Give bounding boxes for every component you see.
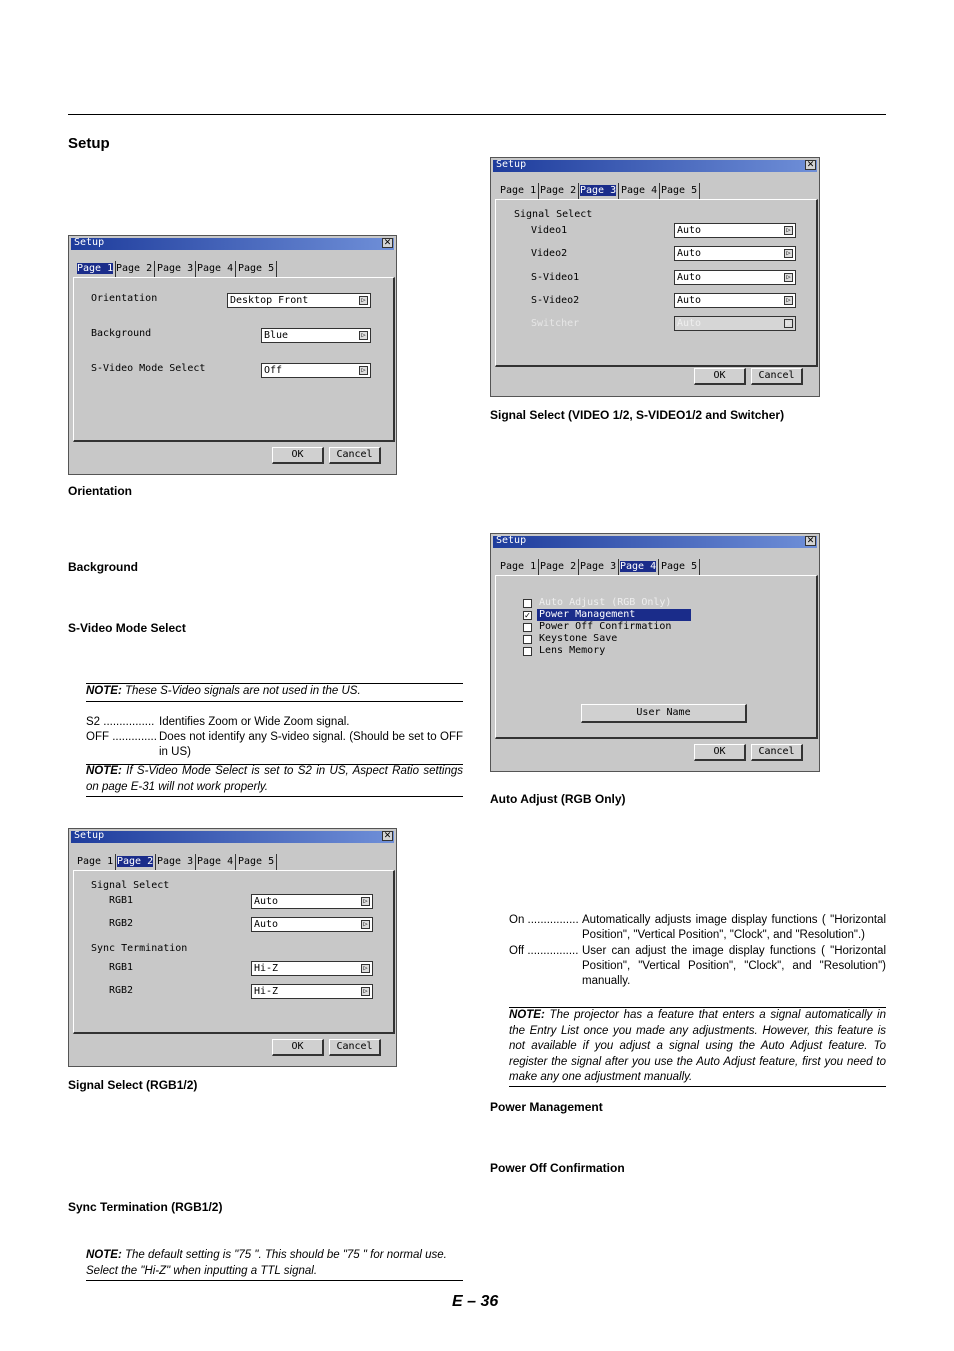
tab-page2[interactable]: Page 2 [114,261,155,277]
dialog-title: Setup [74,237,105,248]
tab-page1[interactable]: Page 1 [75,261,116,277]
caption-orientation: Orientation [68,484,133,498]
lens-memory-label: Lens Memory [539,645,606,656]
setup-dialog-page4 [490,533,820,772]
rgb2-signal-select[interactable]: Auto ▷ [251,917,373,932]
video2-label: Video2 [531,248,568,259]
signal-select-group-label: Signal Select [91,880,170,891]
ok-button[interactable]: OK [694,744,746,761]
keystone-save-checkbox[interactable] [523,635,532,644]
svideo-def-off: OFF .............. Does not identify any S-video signal. (Should be set to OFF in US) [86,731,463,758]
tab-page1[interactable]: Page 1 [498,183,539,199]
power-management-checkbox[interactable]: ✓ [524,611,531,620]
tab-page2[interactable]: Page 2 [538,183,579,199]
dialog-title: Setup [496,535,527,546]
page-number: E – 36 [452,1293,499,1310]
ok-button[interactable]: OK [694,368,746,385]
title-bar [493,536,817,548]
svideo-mode-label: S-Video Mode Select [91,363,206,374]
orientation-label: Orientation [91,293,158,304]
switcher-select[interactable]: Auto ▷ [674,316,796,331]
sync-termination-group-label: Sync Termination [91,943,188,954]
tab-page3[interactable]: Page 3 [155,854,196,870]
dropdown-arrow-icon[interactable]: ▷ [359,366,368,375]
setup-dialog-page1 [68,235,397,475]
dropdown-arrow-icon[interactable]: ▷ [784,273,793,282]
dropdown-arrow-icon[interactable]: ▷ [361,964,370,973]
power-off-confirmation-label: Power Off Confirmation [539,621,672,632]
background-select[interactable]: Blue ▷ [261,328,371,343]
caption-sync: Sync Termination (RGB1/2) [68,1200,223,1214]
dialog-title: Setup [74,830,105,841]
close-icon[interactable]: ✕ [806,160,815,170]
caption-svideo: S-Video Mode Select [68,621,186,635]
dropdown-arrow-icon[interactable]: ▷ [359,331,368,340]
dropdown-arrow-icon[interactable]: ▷ [784,226,793,235]
dropdown-arrow-icon[interactable]: ▷ [361,920,370,929]
title-bar [71,831,394,843]
svideo1-select[interactable]: Auto ▷ [674,270,796,285]
dropdown-arrow-icon[interactable]: ▷ [361,987,370,996]
tab-page3[interactable]: Page 3 [578,559,619,575]
tab-page3[interactable]: Page 3 [155,261,196,277]
tab-page5[interactable]: Page 5 [659,183,700,199]
video2-select[interactable]: Auto ▷ [674,246,796,261]
power-off-confirmation-checkbox[interactable] [523,623,532,632]
note-rule [86,796,463,797]
video1-label: Video1 [531,225,568,236]
tab-page4[interactable]: Page 4 [195,854,236,870]
note-auto-adjust: NOTE: The projector has a feature that enters a signal automatically in the Entry List once you made any adjustments. However, this feature is not available if you adjust a signal using the Auto Adjust feature. To register the signal after you use the Auto Adjust feature, first you need to make any one adjustment manually. [509,1009,887,1083]
ok-button[interactable]: OK [272,447,324,464]
lens-memory-checkbox[interactable] [523,647,532,656]
rgb2-sync-select[interactable]: Hi-Z ▷ [251,984,373,999]
note-svideo: NOTE: These S-Video signals are not used in the US. [86,685,361,697]
svideo-def-s2: S2 ................ Identifies Zoom or Wide Zoom signal. [86,716,350,728]
tab-page4[interactable]: Page 4 [195,261,236,277]
note-sync: NOTE: The default setting is "75 ". This should be "75 " for normal use. Select the "Hi-Z" when inputting a TTL signal. [86,1249,447,1277]
dropdown-arrow-icon[interactable]: ▷ [784,319,793,328]
tab-page2[interactable]: Page 2 [538,559,579,575]
note-rule [86,1280,463,1281]
dropdown-arrow-icon[interactable]: ▷ [784,296,793,305]
background-label: Background [91,328,152,339]
note-rule [509,1086,886,1087]
section-heading: Setup [68,135,110,152]
title-bar [493,160,817,172]
rgb1-label: RGB1 [109,962,134,973]
svideo1-label: S-Video1 [531,272,580,283]
auto-def-on: On ................ Automatically adjusts image display functions ( "Horizontal Position", "Vertical Position", "Clock", and "Resolution".) [509,914,886,941]
dropdown-arrow-icon[interactable]: ▷ [784,249,793,258]
caption-power-management: Power Management [490,1100,603,1114]
svideo2-select[interactable]: Auto ▷ [674,293,796,308]
caption-auto-adjust: Auto Adjust (RGB Only) [490,792,626,806]
tab-page2[interactable]: Page 2 [115,854,156,870]
tab-page4[interactable]: Page 4 [618,559,659,575]
power-management-label: Power Management [537,609,691,621]
caption-signal-video: Signal Select (VIDEO 1/2, S-VIDEO1/2 and Switcher) [490,408,785,422]
dropdown-arrow-icon[interactable]: ▷ [359,296,368,305]
rgb1-sync-select[interactable]: Hi-Z ▷ [251,961,373,976]
tab-page5[interactable]: Page 5 [236,854,277,870]
auto-adjust-checkbox[interactable] [523,599,532,608]
rgb1-signal-select[interactable]: Auto ▷ [251,894,373,909]
close-icon[interactable]: ✕ [383,831,392,841]
setup-dialog-page3 [490,157,820,397]
user-name-button[interactable]: User Name [581,704,747,723]
tab-page3[interactable]: Page 3 [578,183,619,199]
auto-def-off: Off ................ User can adjust the image display functions ( "Horizontal Position", "Vertical Position", "Clock", and "Resolution") manually. [509,945,886,987]
tab-page1[interactable]: Page 1 [498,559,539,575]
tab-page5[interactable]: Page 5 [236,261,277,277]
close-icon[interactable]: ✕ [806,536,815,546]
rgb1-label: RGB1 [109,895,134,906]
caption-signal-rgb: Signal Select (RGB1/2) [68,1078,198,1092]
rgb2-label: RGB2 [109,985,134,996]
cancel-button[interactable]: Cancel [751,368,803,385]
rgb2-label: RGB2 [109,918,134,929]
signal-select-group-label: Signal Select [514,209,593,220]
cancel-button[interactable]: Cancel [751,744,803,761]
svideo-mode-select[interactable]: Off ▷ [261,363,371,378]
ok-button[interactable]: OK [272,1039,324,1056]
tab-page5[interactable]: Page 5 [659,559,700,575]
top-rule [68,114,886,115]
switcher-label: Switcher [531,318,580,329]
caption-power-off: Power Off Confirmation [490,1161,625,1175]
video1-select[interactable]: Auto ▷ [674,223,796,238]
close-icon[interactable]: ✕ [383,238,392,248]
title-bar [71,238,394,250]
dropdown-arrow-icon[interactable]: ▷ [361,897,370,906]
svideo2-label: S-Video2 [531,295,580,306]
note-rule [86,701,463,702]
tab-page1[interactable]: Page 1 [75,854,116,870]
cancel-button[interactable]: Cancel [329,1039,381,1056]
note-aspect: NOTE: If S-Video Mode Select is set to S2 in US, Aspect Ratio settings on page E-31 will not work properly. [86,765,463,793]
caption-background: Background [68,560,139,574]
tab-page4[interactable]: Page 4 [619,183,660,199]
keystone-save-label: Keystone Save [539,633,618,644]
setup-dialog-page2 [68,828,397,1067]
orientation-select[interactable]: Desktop Front ▷ [227,293,371,308]
auto-adjust-label: Auto Adjust (RGB Only) [539,597,672,608]
cancel-button[interactable]: Cancel [329,447,381,464]
dialog-title: Setup [496,159,527,170]
